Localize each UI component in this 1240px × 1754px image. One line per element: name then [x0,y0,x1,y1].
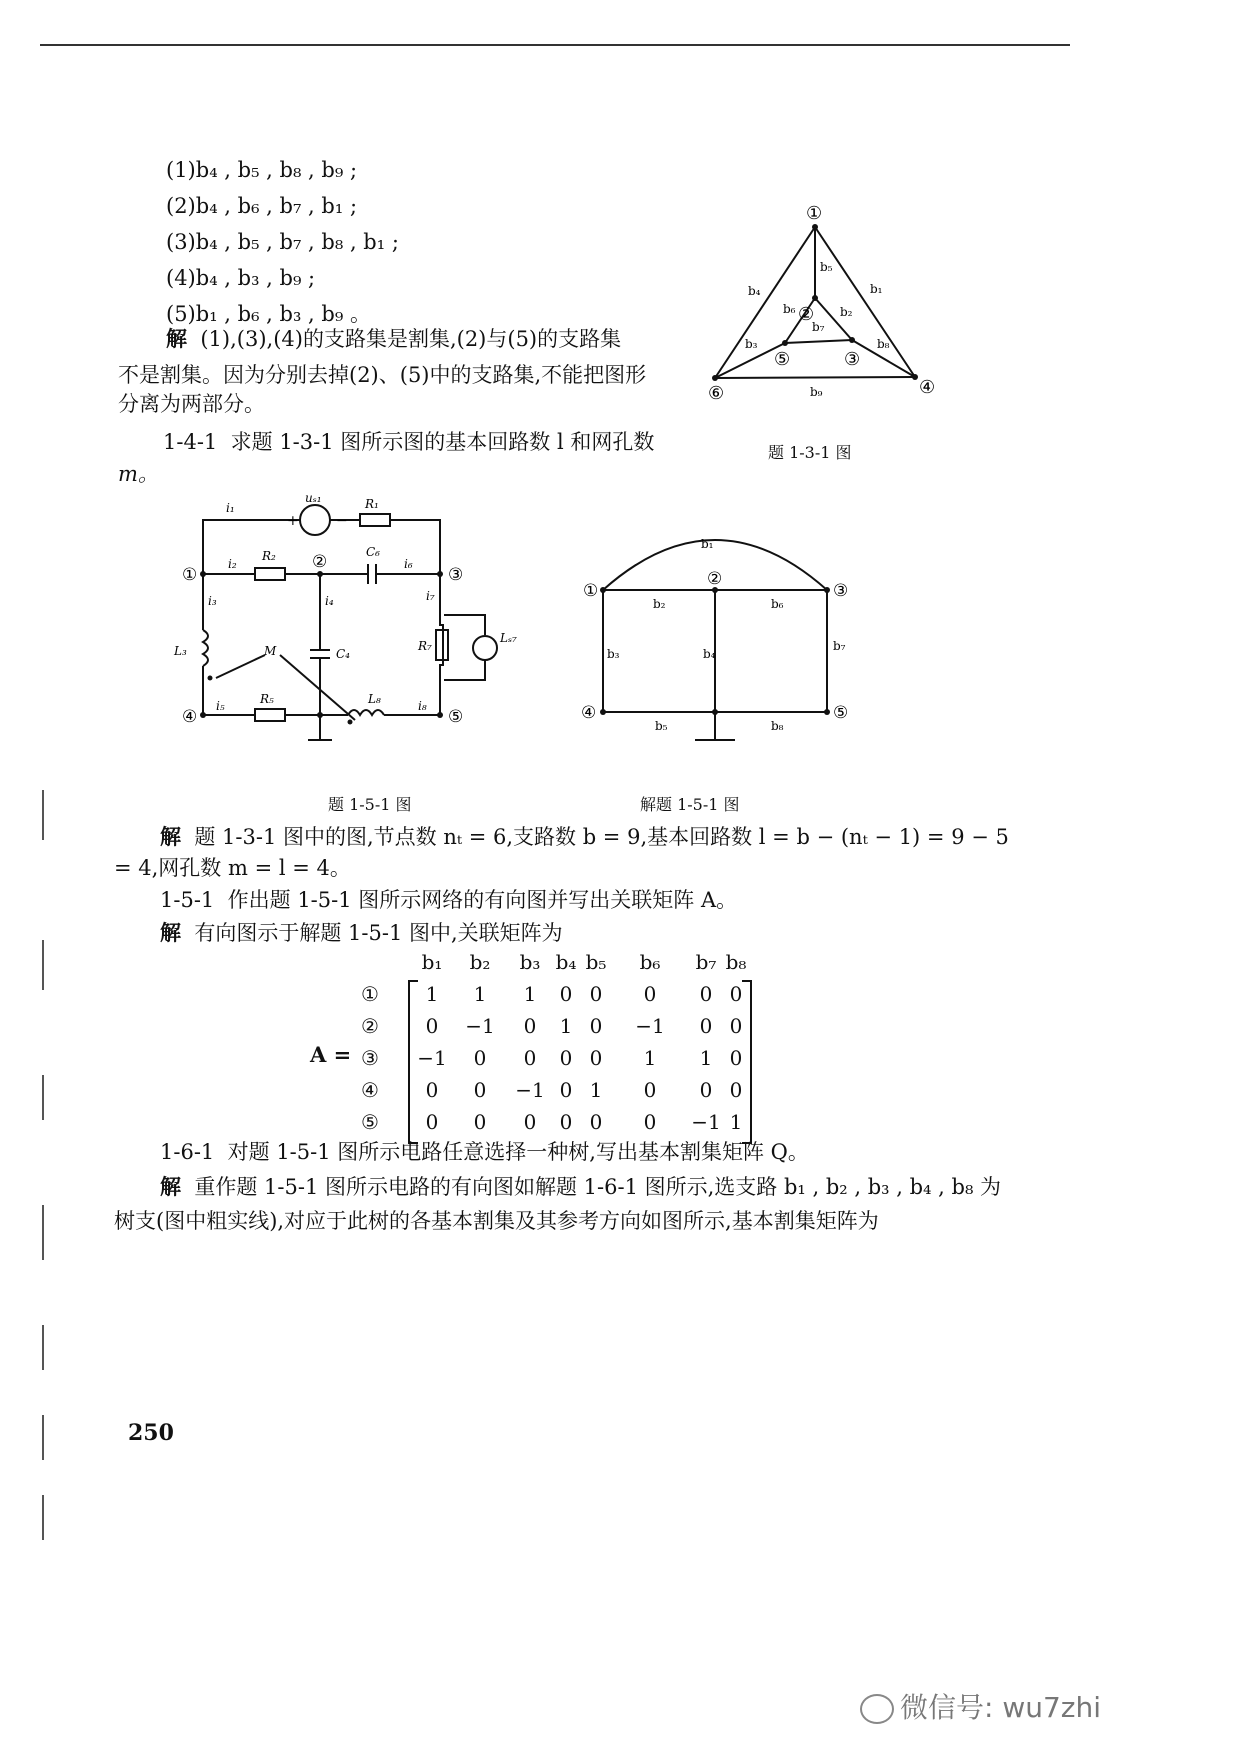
branch-label: b₁ [701,537,714,551]
solution-1-line3: 分离为两部分。 [118,392,265,416]
margin-mark [42,1495,44,1540]
figure-1-3-1-caption: 题 1-3-1 图 [768,443,852,462]
solution-4-line2: 树支(图中粗实线),对应于此树的各基本割集及其参考方向如图所示,基本割集矩阵为 [114,1209,879,1233]
solution-figure-1-5-1-caption: 解题 1-5-1 图 [640,795,740,814]
branch-label: b₃ [745,337,758,351]
solution-2-line2: = 4,网孔数 m = l = 4。 [114,856,351,880]
matrix-cell: 0 [473,1078,487,1102]
branch-label: b₆ [783,302,796,316]
matrix-cell: 0 [643,1110,657,1134]
component-label: uₛ₁ [305,491,322,505]
component-label: C₆ [366,545,380,559]
branch-label: b₆ [771,597,784,611]
node-label: ③ [448,565,464,585]
watermark: 微信号: wu7zhi [860,1686,1101,1726]
matrix-name: A = [310,1042,352,1067]
component-label: L₃ [174,644,187,658]
matrix-cell: 0 [523,1110,537,1134]
col-header: b₅ [585,950,607,974]
option-item: (4)b₄ , b₃ , b₉ ; [166,266,316,290]
matrix-cell: 0 [729,1014,743,1038]
solution-1-line2: 不是割集。因为分别去掉(2)、(5)中的支路集,不能把图形 [118,363,647,387]
row-label: ③ [361,1046,379,1070]
node-label: ③ [844,349,861,370]
polarity-minus: − [336,513,348,529]
node-label: ⑤ [448,707,464,727]
matrix-cell: 1 [729,1110,743,1134]
matrix-cell: 0 [699,982,713,1006]
branch-label: b₈ [771,719,784,733]
row-label: ④ [361,1078,379,1102]
branch-label: b₃ [607,647,620,661]
matrix-cell: −1 [465,1014,495,1038]
margin-mark [42,1325,44,1370]
current-label: i₁ [226,501,235,515]
solution-4: 解 重作题 1-5-1 图所示电路的有向图如解题 1-6-1 图所示,选支路 b₁ , b₂ , b₃ , b₄ , b₈ 为 [160,1174,1002,1199]
matrix-cell: −1 [417,1046,447,1070]
polarity-plus: + [287,513,299,529]
option-item: (2)b₄ , b₆ , b₇ , b₁ ; [166,194,358,218]
node-label: ③ [833,581,849,601]
figure-1-5-1-caption: 题 1-5-1 图 [328,795,412,814]
component-label: L₈ [368,692,381,706]
current-label: i₇ [426,589,435,603]
matrix-cell: 0 [589,1046,603,1070]
matrix-cell: 0 [589,1110,603,1134]
row-label: ⑤ [361,1110,379,1134]
branch-label: b₇ [833,639,846,653]
node-label: ① [182,565,198,585]
matrix-cell: 0 [589,1014,603,1038]
option-item: (5)b₁ , b₆ , b₃ , b₉ 。 [166,302,371,326]
branch-label: b₅ [655,719,668,733]
margin-mark [42,1075,44,1120]
branch-label: b₄ [703,647,716,661]
matrix-cell: 0 [589,982,603,1006]
option-item: (3)b₄ , b₅ , b₇ , b₈ , b₁ ; [166,230,399,254]
matrix-cell: 0 [473,1046,487,1070]
current-label: i₂ [228,557,237,571]
component-label: R₇ [418,639,432,653]
matrix-cell: 0 [425,1110,439,1134]
node-label: ⑥ [708,383,725,404]
question-1-4-1-line2: m。 [118,462,159,486]
current-label: i₆ [404,557,413,571]
current-label: i₈ [418,699,427,713]
margin-mark [42,1205,44,1260]
figure-1-5-1 [160,490,540,760]
row-label: ① [361,982,379,1006]
branch-label: b₄ [748,284,761,298]
col-header: b₃ [519,950,541,974]
matrix-cell: 0 [729,1046,743,1070]
matrix-cell: 1 [699,1046,713,1070]
branch-label: b₁ [870,282,883,296]
matrix-cell: −1 [515,1078,545,1102]
branch-label: b₇ [812,320,825,334]
page-number: 250 [128,1420,174,1446]
matrix-cell: −1 [635,1014,665,1038]
component-label: R₅ [260,692,274,706]
branch-label: b₂ [840,305,853,319]
margin-mark [42,790,44,840]
matrix-cell: 0 [523,1014,537,1038]
matrix-cell: 0 [559,1110,573,1134]
component-label: Lₛ₇ [500,631,517,645]
node-label: ④ [182,707,198,727]
node-label: ⑤ [774,349,791,370]
component-label: R₁ [365,497,379,511]
wechat-icon [860,1694,894,1724]
col-header: b₁ [421,950,443,974]
question-1-6-1: 1-6-1 对题 1-5-1 图所示电路任意选择一种树,写出基本割集矩阵 Q。 [160,1140,809,1164]
node-label: ④ [581,703,597,723]
margin-mark [42,1415,44,1460]
matrix-cell: 0 [559,982,573,1006]
branch-label: b₂ [653,597,666,611]
component-label: R₂ [262,549,276,563]
current-label: i₃ [208,594,217,608]
matrix-cell: 0 [559,1046,573,1070]
node-label: ① [583,581,599,601]
col-header: b₆ [639,950,661,974]
matrix-cell: 1 [643,1046,657,1070]
question-1-4-1: 1-4-1 求题 1-3-1 图所示图的基本回路数 l 和网孔数 [163,430,655,454]
branch-label: b₈ [877,337,890,351]
matrix-cell: 0 [729,982,743,1006]
solution-2: 解 题 1-3-1 图中的图,节点数 nₜ = 6,支路数 b = 9,基本回路数 l = b − (nₜ − 1) = 9 − 5 [160,824,1009,849]
question-1-5-1: 1-5-1 作出题 1-5-1 图所示网络的有向图并写出关联矩阵 A。 [160,888,738,912]
options-list [166,155,399,335]
matrix-cell: 0 [643,982,657,1006]
node-label: ② [707,569,723,589]
matrix-cell: 0 [699,1078,713,1102]
matrix-cell: 0 [729,1078,743,1102]
matrix-cell: 0 [699,1014,713,1038]
matrix-cell: 0 [473,1110,487,1134]
solution-head: 解 [166,326,187,351]
row-label: ② [361,1014,379,1038]
matrix-cell: 1 [523,982,537,1006]
branch-label: b₉ [810,385,823,399]
matrix-cell: 1 [559,1014,573,1038]
node-label: ② [798,304,815,325]
solution-3: 解 有向图示于解题 1-5-1 图中,关联矩阵为 [160,920,563,945]
matrix-cell: 1 [473,982,487,1006]
matrix-cell: 0 [643,1078,657,1102]
option-item: (1)b₄ , b₅ , b₈ , b₉ ; [166,158,358,182]
node-label: ② [312,552,328,572]
matrix-cell: 1 [425,982,439,1006]
component-label: M [264,644,277,658]
col-header: b₈ [725,950,747,974]
current-label: i₄ [325,594,334,608]
node-label: ⑤ [833,703,849,723]
margin-mark [42,940,44,990]
col-header: b₄ [555,950,577,974]
matrix-cell: −1 [691,1110,721,1134]
matrix-cell: 1 [589,1078,603,1102]
matrix-cell: 0 [425,1014,439,1038]
solution-figure-1-5-1 [575,510,865,760]
component-label: C₄ [336,647,350,661]
matrix-cell: 0 [559,1078,573,1102]
header-rule [40,44,1070,46]
solution-1: 解 (1),(3),(4)的支路集是割集,(2)与(5)的支路集 [166,326,622,351]
figure-1-3-1 [690,195,960,435]
col-header: b₇ [695,950,717,974]
col-header: b₂ [469,950,491,974]
node-label: ① [806,203,823,224]
matrix-cell: 0 [523,1046,537,1070]
branch-label: b₅ [820,260,833,274]
matrix-cell: 0 [425,1078,439,1102]
current-label: i₅ [216,699,225,713]
node-label: ④ [919,377,936,398]
